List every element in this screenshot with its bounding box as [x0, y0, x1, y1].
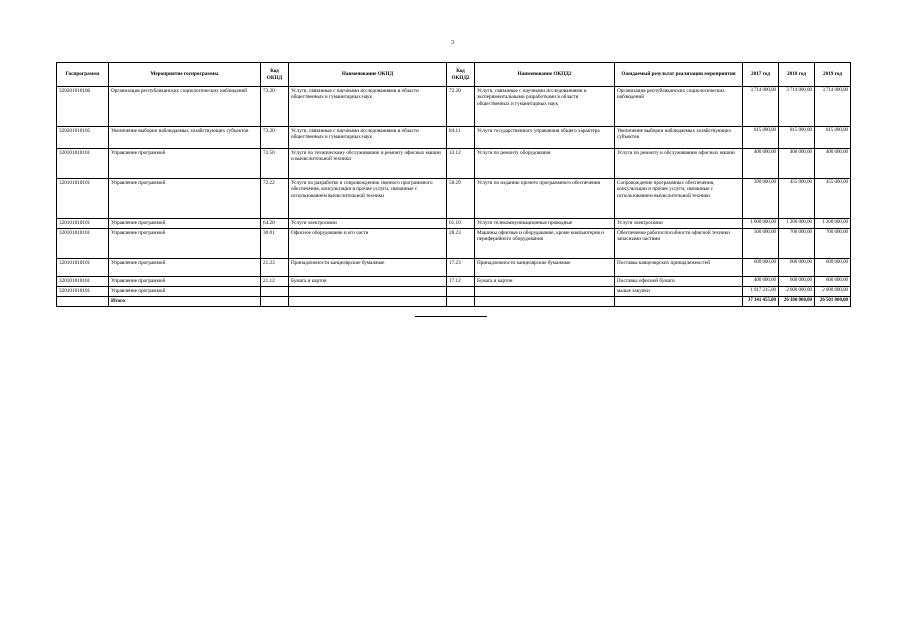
cell-2017: 500 000,00	[743, 229, 779, 259]
total-2018: 26 180 000,00	[779, 297, 815, 307]
cell-gosprogramma: 320101010101	[57, 259, 109, 277]
cell-result: Поставка канцелярских принадлежностей	[615, 259, 743, 277]
cell-naim-okpd2: Бумага и картон	[475, 277, 615, 287]
cell-kod-okpd: 30.01	[261, 229, 289, 259]
cell-naim-okpd: Офисное оборудование и его части	[289, 229, 447, 259]
cell-2019: 400 000,00	[815, 149, 851, 179]
cell-2018: 400 000,00	[779, 149, 815, 179]
col-header-naim-okpd2: Наименование ОКПД2	[475, 63, 615, 87]
col-header-meropriyatie: Мероприятие госпрограммы	[109, 63, 261, 87]
cell-naim-okpd: Бумага и картон	[289, 277, 447, 287]
cell-2019: 600 000,00	[815, 277, 851, 287]
cell-empty	[57, 297, 109, 307]
cell-meropriyatie: Управление программой	[109, 259, 261, 277]
cell-2018: 2 000 000,00	[779, 287, 815, 297]
cell-meropriyatie: Управление программой	[109, 277, 261, 287]
cell-naim-okpd: Услуги, связанные с научными исследованиями в области общественных и гуманитарных наук	[289, 87, 447, 127]
total-label: Итого	[109, 297, 261, 307]
cell-meropriyatie: Организация республиканских социологических наблюдений	[109, 87, 261, 127]
cell-gosprogramma: 320101010101	[57, 149, 109, 179]
cell-2017: 400 000,00	[743, 149, 779, 179]
table-row	[57, 277, 851, 287]
col-header-naim-okpd: Наименование ОКПД	[289, 63, 447, 87]
cell-2019: 1 200 000,00	[815, 219, 851, 229]
total-2019: 26 501 000,00	[815, 297, 851, 307]
page-number: 3	[451, 40, 454, 46]
cell-2018: 455 000,00	[779, 179, 815, 219]
cell-naim-okpd2: Машины офисные и оборудование, кроме компьютеров и периферийного оборудования	[475, 229, 615, 259]
cell-2017: 390 000,00	[743, 179, 779, 219]
cell-meropriyatie: Управление программой	[109, 179, 261, 219]
cell-naim-okpd: Услуги по техническому обслуживанию и ремонту офисных машин и вычислительной техники	[289, 149, 447, 179]
cell-meropriyatie: Управление программой	[109, 219, 261, 229]
cell-2018: 700 000,00	[779, 229, 815, 259]
cell-2018: 815 000,00	[779, 127, 815, 149]
cell-2017: 600 000,00	[743, 259, 779, 277]
cell-kod-okpd2: 84.11	[447, 127, 475, 149]
cell-result: Обеспечение работоспособности офисной техники запасными частями	[615, 229, 743, 259]
cell-empty	[447, 297, 475, 307]
cell-result: Услуги по ремонту и обслуживанию офисных машин	[615, 149, 743, 179]
col-header-gosprogramma: Госпрограмма	[57, 63, 109, 87]
cell-2017: 1 917 215,00	[743, 287, 779, 297]
cell-meropriyatie: Увеличение выборки наблюдаемых хозяйствующих субъектов	[109, 127, 261, 149]
table-row	[57, 287, 851, 297]
cell-meropriyatie: Управление программой	[109, 287, 261, 297]
cell-kod-okpd: 72.22	[261, 179, 289, 219]
cell-kod-okpd: 21.12	[261, 277, 289, 287]
cell-naim-okpd2: Принадлежности канцелярские бумажные	[475, 259, 615, 277]
col-header-kod-okpd: Код ОКПД	[261, 63, 289, 87]
cell-naim-okpd: Услуги электросвязи	[289, 219, 447, 229]
cell-kod-okpd2: 17.23	[447, 259, 475, 277]
cell-2018: 600 000,00	[779, 277, 815, 287]
cell-gosprogramma: 320101010101	[57, 277, 109, 287]
cell-result: Организация республиканских социологических наблюдений	[615, 87, 743, 127]
cell-naim-okpd2	[475, 287, 615, 297]
cell-kod-okpd2: 28.23	[447, 229, 475, 259]
cell-2018: 1 200 000,00	[779, 219, 815, 229]
cell-gosprogramma: 320101010101	[57, 229, 109, 259]
header-row	[57, 63, 851, 87]
cell-gosprogramma: 320101010101	[57, 219, 109, 229]
cell-gosprogramma: 320201010106	[57, 87, 109, 127]
cell-2017: 3 714 000,00	[743, 87, 779, 127]
cell-naim-okpd	[289, 287, 447, 297]
cell-result: Услуги электросвязи	[615, 219, 743, 229]
cell-result: малые закупки	[615, 287, 743, 297]
cell-2017: 400 000,00	[743, 277, 779, 287]
col-header-2019: 2019 год	[815, 63, 851, 87]
cell-kod-okpd: 21.23	[261, 259, 289, 277]
table-row	[57, 259, 851, 277]
cell-2019: 700 000,00	[815, 229, 851, 259]
cell-meropriyatie: Управление программой	[109, 149, 261, 179]
table-row	[57, 149, 851, 179]
cell-2019: 2 000 000,00	[815, 287, 851, 297]
col-header-kod-okpd2: Код ОКПД2	[447, 63, 475, 87]
col-header-2018: 2018 год	[779, 63, 815, 87]
table-row	[57, 127, 851, 149]
cell-2019: 3 714 000,00	[815, 87, 851, 127]
cell-gosprogramma: 320201010105	[57, 127, 109, 149]
cell-empty	[615, 297, 743, 307]
cell-gosprogramma: 320101010101	[57, 287, 109, 297]
cell-kod-okpd: 73.20	[261, 127, 289, 149]
cell-kod-okpd2: 33.12	[447, 149, 475, 179]
cell-naim-okpd: Услуги, связанные с научными исследованиями в области общественных и гуманитарных наук	[289, 127, 447, 149]
cell-result: Сопровождение программных обеспечения, консультации и прочие услуги, связанные с использованием вычислительной техники	[615, 179, 743, 219]
col-header-result: Ожидаемый результат реализации мероприятия	[615, 63, 743, 87]
cell-naim-okpd2: Услуги, связанные с научными исследованиями и экспериментальными разработками в области общественных и гуманитарных наук	[475, 87, 615, 127]
cell-result: Поставка офисной бумаги	[615, 277, 743, 287]
cell-kod-okpd	[261, 287, 289, 297]
total-row	[57, 297, 851, 307]
cell-empty	[475, 297, 615, 307]
cell-kod-okpd2: 58.29	[447, 179, 475, 219]
cell-2019: 815 000,00	[815, 127, 851, 149]
col-header-2017: 2017 год	[743, 63, 779, 87]
table-row	[57, 229, 851, 259]
cell-kod-okpd: 72.50	[261, 149, 289, 179]
total-2017: 37 141 455,00	[743, 297, 779, 307]
cell-2017: 1 000 000,00	[743, 219, 779, 229]
cell-naim-okpd2: Услуги телекоммуникационные проводные	[475, 219, 615, 229]
cell-gosprogramma: 320101010101	[57, 179, 109, 219]
cell-kod-okpd: 73.20	[261, 87, 289, 127]
cell-naim-okpd: Принадлежности канцелярские бумажные	[289, 259, 447, 277]
cell-naim-okpd2: Услуги государственного управления общего характера	[475, 127, 615, 149]
table-row	[57, 87, 851, 127]
cell-2017: 815 000,00	[743, 127, 779, 149]
cell-naim-okpd2: Услуги по ремонту оборудования	[475, 149, 615, 179]
cell-2018: 3 714 000,00	[779, 87, 815, 127]
cell-kod-okpd2: 72.20	[447, 87, 475, 127]
cell-naim-okpd2: Услуги по изданию прочего программного обеспечения	[475, 179, 615, 219]
cell-empty	[289, 297, 447, 307]
footer-divider	[415, 316, 487, 317]
cell-kod-okpd2: 17.12	[447, 277, 475, 287]
cell-2019: 455 000,00	[815, 179, 851, 219]
cell-naim-okpd: Услуги по разработке и сопровождению связного программного обеспечения, консультации в прочие услуги, связанные с использованием вычислительной техники	[289, 179, 447, 219]
cell-kod-okpd2	[447, 287, 475, 297]
cell-2018: 600 000,00	[779, 259, 815, 277]
cell-kod-okpd: 64.20	[261, 219, 289, 229]
cell-empty	[261, 297, 289, 307]
table-row	[57, 219, 851, 229]
budget-table	[56, 62, 851, 307]
cell-kod-okpd2: 61.10	[447, 219, 475, 229]
table-row	[57, 179, 851, 219]
cell-meropriyatie: Управление программой	[109, 229, 261, 259]
cell-2019: 600 000,00	[815, 259, 851, 277]
cell-result: Увеличение выборки наблюдаемых хозяйствующих субъектов	[615, 127, 743, 149]
